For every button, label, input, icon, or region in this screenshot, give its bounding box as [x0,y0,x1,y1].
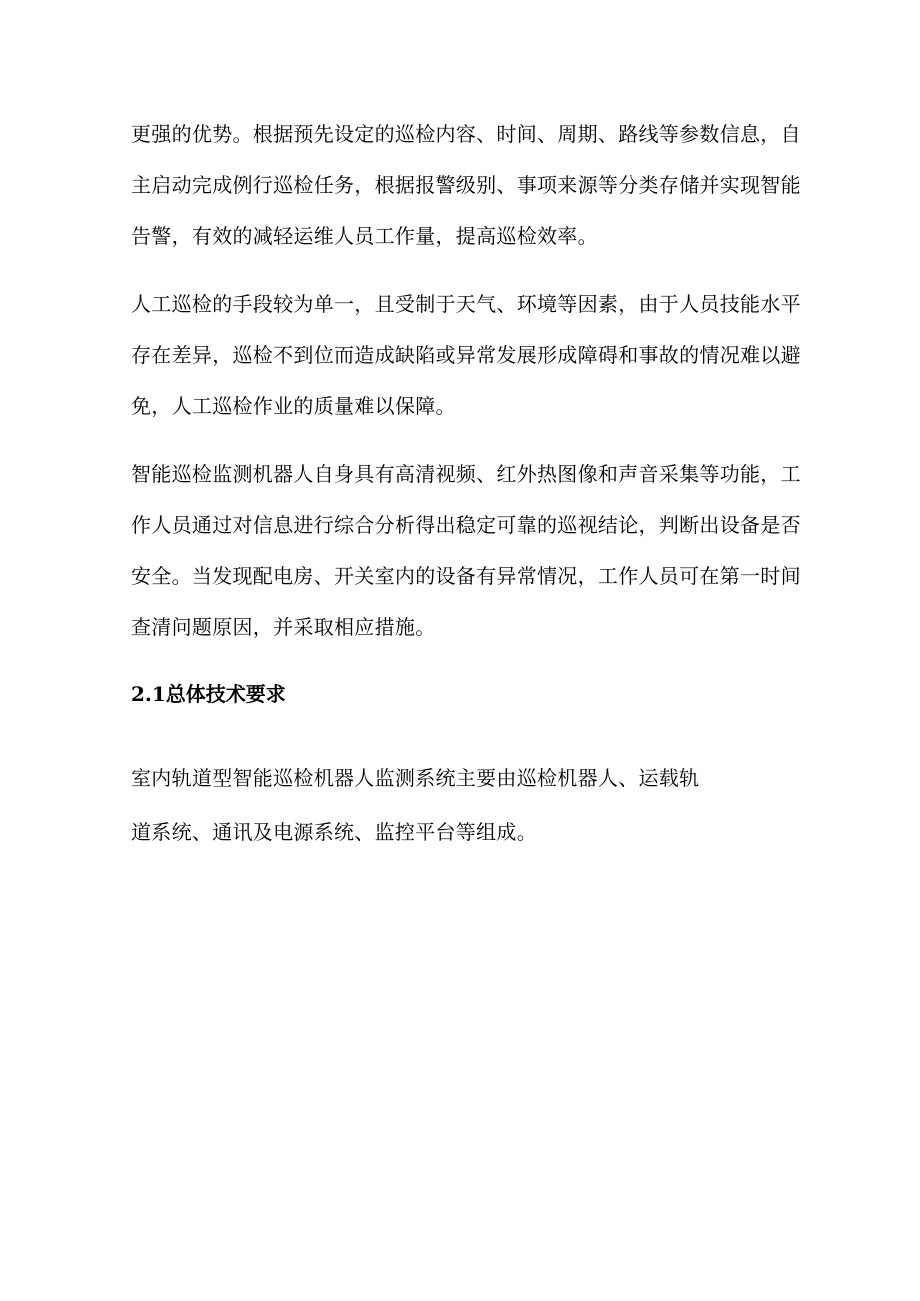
text-line: 更强的优势。根据预先设定的巡检内容、时间、周期、路线等参数信息，自 [131,122,801,146]
section-heading [131,681,286,707]
text-line: 作人员通过对信息进行综合分析得出稳定可靠的巡视结论，判断出设备是否 [131,513,801,537]
text-line: 查清问题原因，并采取相应措施。 [131,615,436,639]
text-line: 安全。当发现配电房、开关室内的设备有异常情况，工作人员可在第一时间 [131,564,801,588]
section-number: 2.1 [131,682,166,706]
text-line: 道系统、通讯及电源系统、监控平台等组成。 [131,820,537,844]
section-title: 总体技术要求 [165,682,286,706]
text-line: 主启动完成例行巡检任务，根据报警级别、事项来源等分类存储并实现智能 [131,173,801,197]
text-line: 智能巡检监测机器人自身具有高清视频、红外热图像和声音采集等功能，工 [131,462,801,486]
text-line: 告警，有效的减轻运维人员工作量，提高巡检效率。 [131,224,598,248]
text-line: 免，人工巡检作业的质量难以保障。 [131,394,456,418]
text-line: 存在差异，巡检不到位而造成缺陷或异常发展形成障碍和事故的情况难以避 [131,343,801,367]
text-line: 人工巡检的手段较为单一，且受制于天气、环境等因素，由于人员技能水平 [131,292,801,316]
text-line: 室内轨道型智能巡检机器人监测系统主要由巡检机器人、运载轨 [131,766,700,790]
